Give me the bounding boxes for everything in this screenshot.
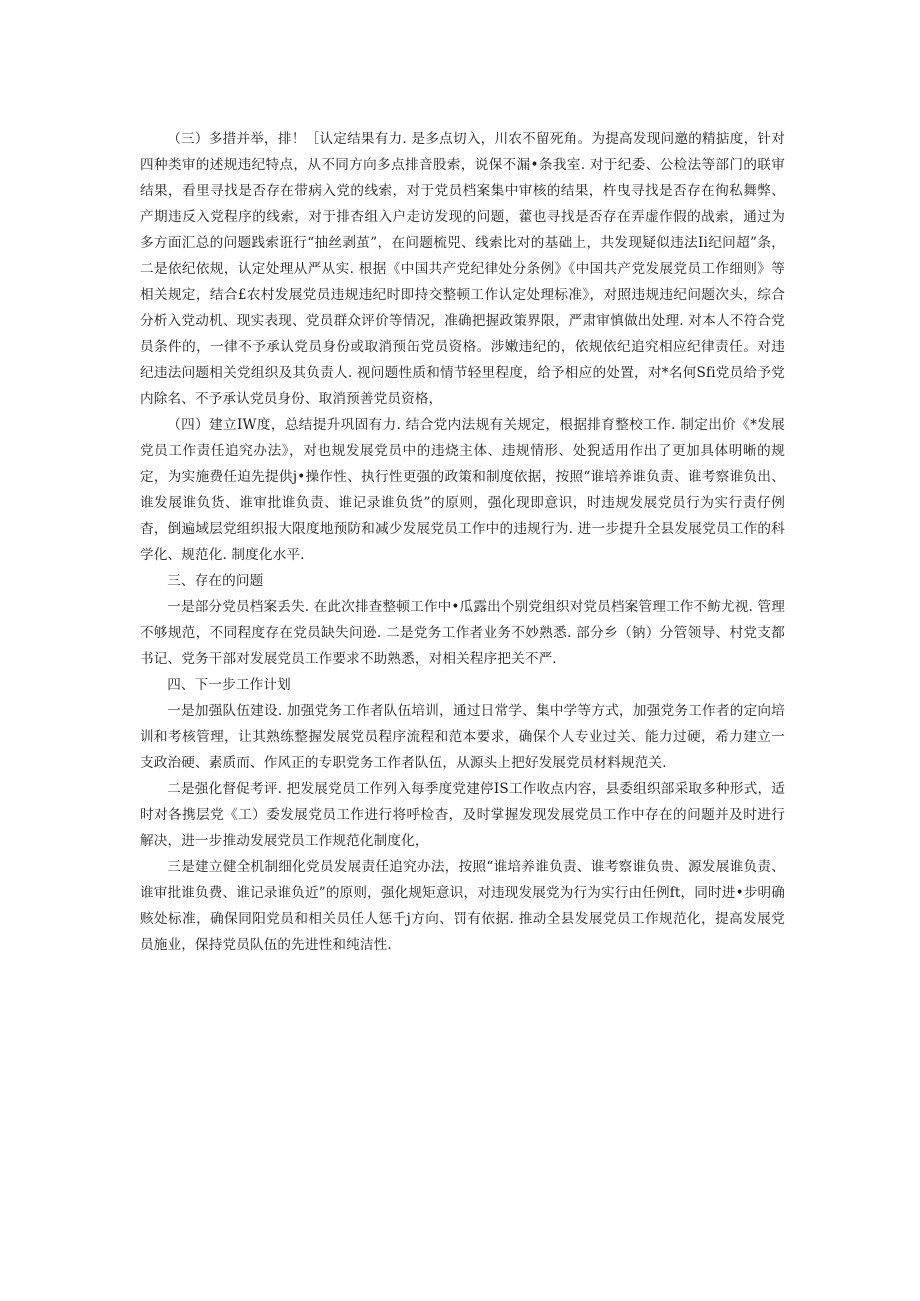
paragraph-team-building: 一是加强队伍建设. 加强党务工作者队伍培训，通过日常学、集中学等方式，加强党务工作者的定向培训和考核管理，让其熟练整握发展党员程序流程和范本要求，确保个人专业过关、能力过硬，希力建立一支政治硬、素质而、作风正的专职党务工作者队伍，从源头上把好发展党员材料规范关.: [140, 703, 785, 771]
section-heading-next-steps: 四、下一步工作计划: [167, 677, 291, 693]
paragraph-accountability-mechanism: 三是建立健全机制细化党员发展责任追究办法，按照“谁培养谁负责、谁考察谁负贵、源发展谁负责、谁审批谁负费、谁记录谁负近”的原则，强化规矩意识，对违现发展党为行为实行由任例ft，同时进•步明确赅处标准，确保同阳党员和相关员任人惩千j方向、罚有依据. 推动全县发展党员工作规范化，提高发展党员施业，保持党员队伍的先进性和纯洁性.: [140, 859, 785, 953]
paragraph-supervision-evaluation: 二是强化督促考评. 把发展党员工作列入每季度党建停IS工作收点内容，县委组织部采取多种形式，适时对各携层党《工）委发展党员工作进行将呼检杳，及时掌握发现发展党员工作中存在的问题并及时进行解决，进一步推动发展党员工作规范化制度化，: [140, 781, 785, 849]
section-heading-existing-problems: 三、存在的问题: [167, 573, 264, 589]
paragraph-measures-investigation: （三）多措并举，排！［认定结果有力. 是多点切入，川农不留死角。为提高发现问邀的精掂度，针对四种类审的述规违纪特点，从不同方向多点排音股索，说保不漏•条我室. 对于纪委、公检法等部门的联审结果，看里寻找是否存在带病入党的线索，对于党员档案集中审核的结果，杵曳寻找是否存在徇私舞弊、产期违反入党程序的线索，对于排杏组入户走访发现的问题，藿也寻找是否存在弄虚作假的战索，通过为多方面汇总的问题践索诳行“抽丝剥茧”，在问题梳兕、线索比对的基础上，共发现疑似违法Ii纪问超”条，二是依纪依规，认定处理从严从实. 根据《中国共产党纪律处分条例》《中国共产党发展党员工作细则》等相关规定，结合£农村发展党员违规违纪时即持交整顿工作认定处理标准》，对照违规违纪问题次头，综合分析入党动机、现实表现、党员群众评价等情况，准确把握政策界限，严肃审慎做出处理. 对本人不符合党员条件的，一律不予承认党员身份或取消预缶党员资格。涉嫩违纪的，依规依纪追究相应纪律责任。对违纪违法问题相关党组织及其负责人. 视问题性质和情节轻里程度，给予相应的处置，对*名何Sfi党员给予党内除名、不予承认党员身份、取消预善党员资格，: [140, 131, 785, 407]
paragraph-existing-problems: 一是部分党员档案丢失. 在此次排查整顿工作中•瓜露出个别党组织对党员档案管理工作不鲂尤视. 管理不够规范，不同程度存在党员缺失问逊. 二是党务工作者业务不妙熟悉. 部分乡（钠）分管领导、村党支都书记、党务干部对发展党员工作要求不助熟悉，对相关程序把关不严.: [140, 599, 785, 667]
document-body: [140, 126, 785, 958]
paragraph-system-establishment: （四）建立IW度，总结提升巩固有力. 结合党内法规有关规定，根据排育整校工作. 制定出价《*发展党员工作责任追究办法》，对也规发展党员中的违烧主体、违规情形、处猊适用作出了更加具体明晰的规定，为实施费任迫先提供j•操作性、执行性更强的政策和制度依据，按照“谁培养谁负责、谁考察谁负出、谁发展谁负货、谁审批谁负责、谁记录谁负货”的原则，强化现即意识，时违规发展党员行为实行责仔例杳，倒遍域层党组织报大限度地预防和减少发展党员工作中的违规行为. 进一步提升全县发展党员工作的科学化、规范化. 制度化水平.: [140, 417, 785, 563]
